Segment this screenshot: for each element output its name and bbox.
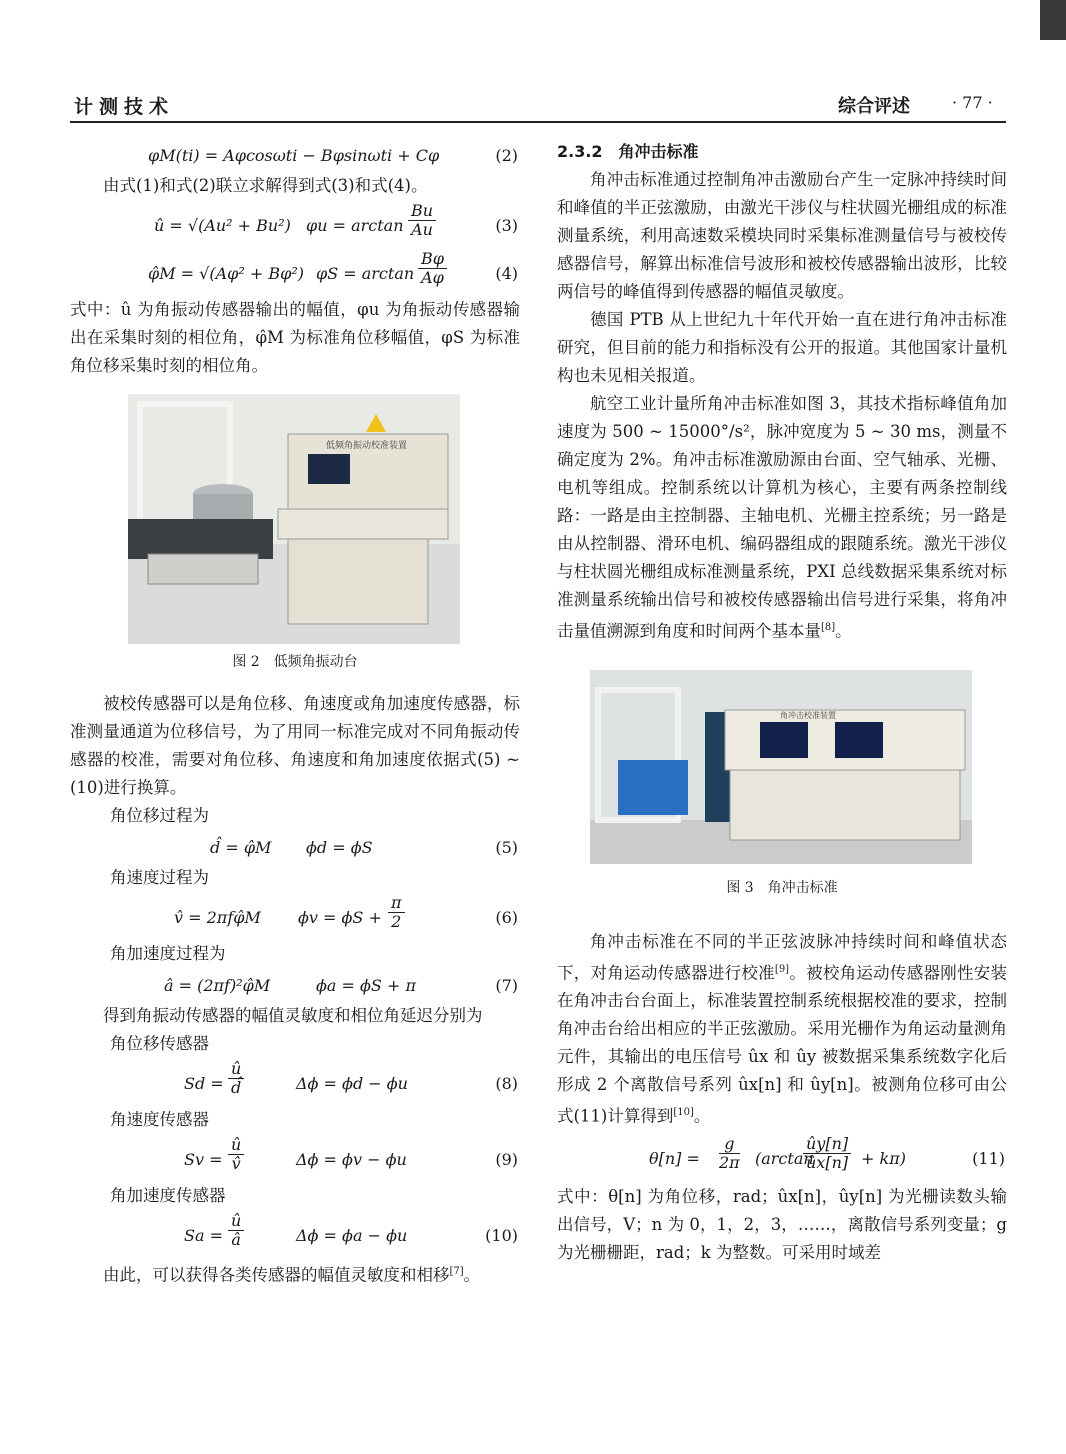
label: 角速度过程为 [110,868,209,887]
figure-3-photo [590,670,972,864]
paragraph: 式中：θ[n] 为角位移，rad；ûx[n]，ûy[n] 为光栅读数头输出信号，V；n 为 0，1，2，3，……，离散信号系列变量；g 为光栅栅距，rad；k 为整数。可采用时域差 [557,1186,1007,1262]
label: 角速度传感器 [110,1110,209,1129]
paragraph: 由此，可以获得各类传感器的幅值灵敏度和相移[7]。 [103,1265,481,1285]
equation-6: v̂ = 2πfφ̂M ϕv = ϕS + $\frac{\pi}{2}$ (6) [174,893,518,931]
equation-9: Sv = $\frac{û}{v̂}$ Δϕ = ϕv − ϕu (9) [184,1135,518,1173]
paragraph: 角冲击标准通过控制角冲击激励台产生一定脉冲持续时间和峰值的半正弦激励，由激光干涉仪与柱状圆光栅组成的标准测量系统，利用高速数采模块同时采集标准测量信号与被校传感器信号，解算出标准信号波形和被校传感器输出波形，比较两信号的峰值得到传感器的幅值灵敏度。 [557,170,1007,301]
journal-name: 计测技术 [74,96,175,118]
figure-3-panel-label: 角冲击校准装置 [780,710,836,720]
figure-3-caption: 图 3 角冲击标准 [726,879,838,896]
right-column [557,138,1007,1267]
label: 角加速度过程为 [110,944,226,963]
corner-mark [1040,0,1066,40]
equation-2: φM(ti) = Aφcosωti − Bφsinωti + Cφ (2) [148,146,518,165]
equation-3: û = √(Au² + Bu²) φu = arctan $\frac{Bu}{Au}$ (3) [154,201,518,239]
figure-2-photo [128,394,460,644]
label: 角加速度传感器 [110,1186,226,1205]
header-rule [70,121,1006,123]
label: 角位移传感器 [110,1034,209,1053]
paragraph: 航空工业计量所角冲击标准如图 3，其技术指标峰值角加速度为 500 ~ 15000°/s²，脉冲宽度为 5 ~ 30 ms，测量不确定度为 2%。角冲击标准激励源由台面、空气轴承、光栅、电机等组成。控制系统以计算机为核心，主要有两条控制线路：一路是由主控制器、主轴电机、光栅主控系统；另一路是由从控制器、滑环电机、编码器组成的跟随系统。激光干涉仪与柱状圆光栅组成标准测量系统，PXI 总线数据采集系统对标准测量系统输出信号和被校传感器输出信号进行采集，将角冲击量值溯源到角度和时间两个基本量[8]。 [557,394,1007,641]
equation-8: Sd = $\frac{û}{d̂}$ Δϕ = ϕd − ϕu (8) [184,1059,518,1097]
equation-7: â = (2πf)²φ̂M ϕa = ϕS + π (7) [164,976,518,995]
figure-2-panel-label: 低频角振动校准装置 [326,441,408,451]
equation-11: θ[n] = $\frac{g}{2\pi}$ (arctan $\frac{ûy[n]}{ûx[n]}$ + kπ) (11) [649,1133,1005,1172]
equation-10: Sa = $\frac{û}{â}$ Δϕ = ϕa − ϕu (10) [184,1211,518,1249]
paragraph: 由式(1)和式(2)联立求解得到式(3)和式(4)。 [103,176,428,195]
section-heading: 2.3.2 角冲击标准 [557,142,699,161]
paragraph: 角冲击标准在不同的半正弦波脉冲持续时间和峰值状态下，对角运动传感器进行校准[9]。被校角运动传感器刚性安装在角冲击台台面上，标准装置控制系统根据校准的要求，控制角冲击台给出相应的半正弦激励。采用光栅作为角运动量测角元件，其输出的电压信号 ûx 和 ûy 被数据采集系统数字化后形成 2 个离散信号系列 ûx[n] 和 ûy[n]。被测角位移可由公式(11)计算得到[10]。 [557,931,1008,1126]
equation-5: d̂ = φ̂M ϕd = ϕS (5) [210,838,518,857]
equation-4: φ̂M = √(Aφ² + Bφ²) φS = arctan $\frac{B\varphi}{A\varphi}$ (4) [148,249,518,287]
paragraph: 被校传感器可以是角位移、角速度或角加速度传感器，标准测量通道为位移信号，为了用同一标准完成对不同角振动传感器的校准，需要对角位移、角速度和角加速度依据式(5) ~ (10)进行换算。 [70,694,520,797]
paragraph: 得到角振动传感器的幅值灵敏度和相位角延迟分别为 [103,1006,483,1025]
page-number: · 77 · [952,93,993,112]
paragraph: 式中：û 为角振动传感器输出的幅值，φu 为角振动传感器输出在采集时刻的相位角，φ̂M 为标准角位移幅值，φS 为标准角位移采集时刻的相位角。 [70,300,520,375]
figure-2-caption: 图 2 低频角振动台 [232,654,358,670]
left-column [70,138,520,1290]
section-name: 综合评述 [838,96,910,117]
paragraph: 德国 PTB 从上世纪九十年代开始一直在进行角冲击标准研究，但目前的能力和指标没有公开的报道。其他国家计量机构也未见相关报道。 [557,310,1007,385]
label: 角位移过程为 [110,806,209,825]
